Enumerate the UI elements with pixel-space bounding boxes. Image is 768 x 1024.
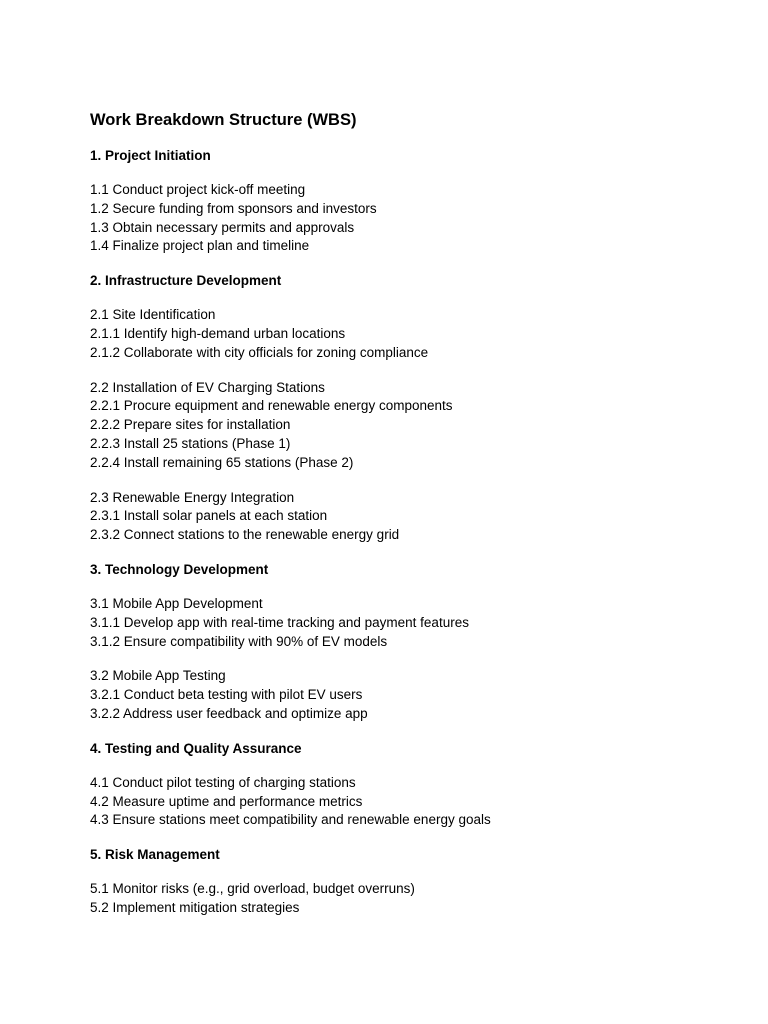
list-item: 5.2 Implement mitigation strategies [90, 899, 300, 915]
list-item: 1.1 Conduct project kick-off meeting [90, 182, 306, 197]
list-item: 2.1.1 Identify high-demand urban locations [90, 325, 346, 341]
list-item: 3.2 Mobile App Testing [90, 668, 226, 684]
section-project-initiation [90, 147, 730, 256]
list-item: 1.3 Obtain necessary permits and approvals [90, 219, 355, 235]
item-group [90, 667, 730, 723]
list-item: 4.1 Conduct pilot testing of charging stations [90, 774, 356, 790]
list-item: 2.2 Installation of EV Charging Stations [90, 379, 325, 395]
list-item: 2.2.2 Prepare sites for installation [90, 417, 291, 433]
section-heading: 1. Project Initiation [90, 148, 211, 163]
list-item: 3.2.2 Address user feedback and optimize app [90, 705, 368, 721]
list-item: 3.1.1 Develop app with real-time tracking and payment features [90, 614, 469, 630]
list-item: 2.2.1 Procure equipment and renewable energy components [90, 398, 453, 414]
document-page [90, 110, 730, 934]
list-item: 2.1.2 Collaborate with city officials for zoning compliance [90, 344, 429, 360]
section-technology-development [90, 561, 730, 724]
section-risk-management [90, 846, 730, 918]
list-item: 2.2.3 Install 25 stations (Phase 1) [90, 435, 291, 451]
section-infrastructure-development [90, 272, 730, 545]
list-item: 3.2.1 Conduct beta testing with pilot EV users [90, 687, 363, 703]
section-testing-quality-assurance [90, 740, 730, 830]
item-group [90, 489, 730, 545]
list-item: 2.3 Renewable Energy Integration [90, 489, 295, 505]
item-group [90, 595, 730, 651]
item-group [90, 379, 730, 473]
item-group [90, 181, 730, 256]
list-item: 4.2 Measure uptime and performance metrics [90, 793, 363, 809]
list-item: 5.1 Monitor risks (e.g., grid overload, budget overruns) [90, 881, 415, 897]
section-heading: 5. Risk Management [90, 847, 220, 863]
document-title: Work Breakdown Structure (WBS) [90, 111, 357, 129]
list-item: 2.3.1 Install solar panels at each station [90, 508, 328, 524]
list-item: 1.2 Secure funding from sponsors and investors [90, 200, 377, 216]
list-item: 3.1.2 Ensure compatibility with 90% of EV models [90, 633, 388, 649]
list-item: 2.2.4 Install remaining 65 stations (Phase 2) [90, 454, 354, 470]
list-item: 1.4 Finalize project plan and timeline [90, 238, 310, 254]
section-heading: 4. Testing and Quality Assurance [90, 740, 302, 756]
list-item: 4.3 Ensure stations meet compatibility and renewable energy goals [90, 812, 491, 828]
item-group [90, 880, 730, 918]
list-item: 2.1 Site Identification [90, 307, 216, 323]
section-heading: 3. Technology Development [90, 561, 269, 577]
list-item: 3.1 Mobile App Development [90, 595, 263, 611]
item-group [90, 774, 730, 830]
item-group [90, 306, 730, 362]
list-item: 2.3.2 Connect stations to the renewable energy grid [90, 527, 400, 543]
section-heading: 2. Infrastructure Development [90, 273, 282, 289]
